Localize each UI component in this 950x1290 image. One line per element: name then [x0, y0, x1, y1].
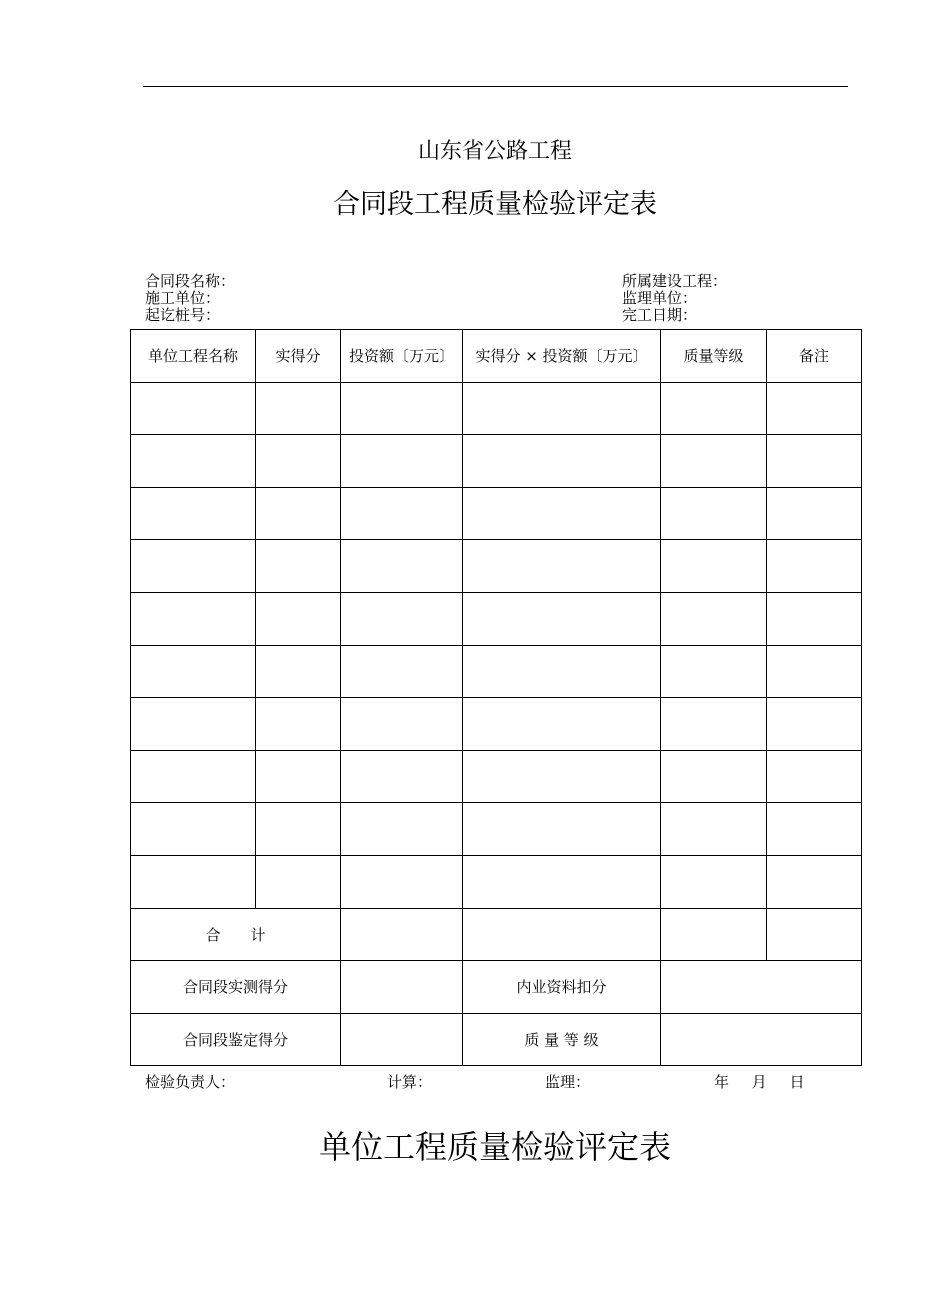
deduction-label: 内业资料扣分 — [463, 961, 661, 1014]
construction-unit-label: 施工单位： — [145, 289, 221, 307]
project-label: 所属建设工程： — [622, 272, 728, 290]
grade-cell[interactable] — [661, 592, 767, 645]
col-header-unit-name: 单位工程名称 — [131, 330, 256, 383]
remarks-cell[interactable] — [767, 803, 862, 856]
grade-cell[interactable] — [661, 540, 767, 593]
unit-name-cell[interactable] — [131, 855, 256, 908]
appraised-score-cell[interactable] — [341, 1013, 463, 1066]
calculator-label: 计算： — [387, 1073, 433, 1091]
date-label: 年 月 日 — [714, 1073, 805, 1091]
col-header-investment — [341, 330, 463, 383]
meta-left — [145, 273, 235, 324]
investment-cell[interactable] — [341, 750, 463, 803]
appraised-score-label: 合同段鉴定得分 — [131, 1013, 341, 1066]
table-row — [131, 803, 862, 856]
investment-cell[interactable] — [341, 540, 463, 593]
top-rule — [143, 86, 848, 87]
unit-name-cell[interactable] — [131, 803, 256, 856]
remarks-cell[interactable] — [767, 382, 862, 435]
unit-name-cell[interactable] — [131, 435, 256, 488]
col-header-remarks: 备注 — [767, 330, 862, 383]
station-range-label: 起讫桩号： — [145, 306, 221, 324]
col-header-investment-text: 投资额〔万元〕 — [349, 346, 455, 365]
score-cell[interactable] — [256, 855, 341, 908]
appraised-score-row — [131, 1013, 862, 1066]
product-cell[interactable] — [463, 698, 661, 751]
grade-cell[interactable] — [661, 803, 767, 856]
total-investment-cell[interactable] — [341, 908, 463, 961]
score-cell[interactable] — [256, 592, 341, 645]
score-cell[interactable] — [256, 435, 341, 488]
form-title: 合同段工程质量检验评定表 — [333, 189, 657, 220]
remarks-cell[interactable] — [767, 540, 862, 593]
contract-section-name-label: 合同段名称： — [145, 272, 236, 290]
inspector-label: 检验负责人： — [145, 1073, 236, 1091]
grade-cell[interactable] — [661, 855, 767, 908]
unit-name-cell[interactable] — [131, 645, 256, 698]
completion-date-label: 完工日期： — [622, 306, 698, 324]
product-cell[interactable] — [463, 645, 661, 698]
meta-right — [622, 273, 727, 324]
investment-cell[interactable] — [341, 803, 463, 856]
grade-cell[interactable] — [661, 382, 767, 435]
grade-cell[interactable] — [661, 487, 767, 540]
grade-cell[interactable] — [661, 698, 767, 751]
investment-cell[interactable] — [341, 487, 463, 540]
score-cell[interactable] — [256, 645, 341, 698]
score-cell[interactable] — [256, 750, 341, 803]
quality-assessment-table — [130, 329, 862, 1066]
measured-score-label: 合同段实测得分 — [131, 961, 341, 1014]
table-row — [131, 698, 862, 751]
remarks-cell[interactable] — [767, 487, 862, 540]
remarks-cell[interactable] — [767, 750, 862, 803]
grade-cell[interactable] — [661, 435, 767, 488]
product-cell[interactable] — [463, 750, 661, 803]
table-row — [131, 435, 862, 488]
investment-cell[interactable] — [341, 855, 463, 908]
remarks-cell[interactable] — [767, 645, 862, 698]
col-header-quality-grade: 质量等级 — [661, 330, 767, 383]
measured-score-cell[interactable] — [341, 961, 463, 1014]
measured-score-row — [131, 961, 862, 1014]
grade-cell[interactable] — [661, 1013, 862, 1066]
investment-cell[interactable] — [341, 592, 463, 645]
table-row — [131, 750, 862, 803]
grade-label: 质 量 等 级 — [463, 1013, 661, 1066]
score-cell[interactable] — [256, 487, 341, 540]
table-header-row — [131, 330, 862, 383]
product-cell[interactable] — [463, 592, 661, 645]
product-cell[interactable] — [463, 435, 661, 488]
product-cell[interactable] — [463, 855, 661, 908]
score-cell[interactable] — [256, 382, 341, 435]
unit-name-cell[interactable] — [131, 487, 256, 540]
investment-cell[interactable] — [341, 435, 463, 488]
table-row — [131, 592, 862, 645]
total-product-cell[interactable] — [463, 908, 661, 961]
total-label: 合 计 — [131, 908, 341, 961]
score-cell[interactable] — [256, 698, 341, 751]
total-remarks-cell[interactable] — [767, 908, 862, 961]
investment-cell[interactable] — [341, 382, 463, 435]
unit-name-cell[interactable] — [131, 750, 256, 803]
table-row — [131, 487, 862, 540]
next-section-title: 单位工程质量检验评定表 — [318, 1128, 671, 1166]
col-header-score: 实得分 — [256, 330, 341, 383]
product-cell[interactable] — [463, 487, 661, 540]
table-row — [131, 540, 862, 593]
unit-name-cell[interactable] — [131, 540, 256, 593]
table-row — [131, 855, 862, 908]
deduction-cell[interactable] — [661, 961, 862, 1014]
product-cell[interactable] — [463, 803, 661, 856]
investment-cell[interactable] — [341, 645, 463, 698]
unit-name-cell[interactable] — [131, 592, 256, 645]
product-cell[interactable] — [463, 540, 661, 593]
form-subtitle: 山东省公路工程 — [417, 139, 572, 164]
product-cell[interactable] — [463, 382, 661, 435]
table-row — [131, 645, 862, 698]
supervisor-label: 监理： — [545, 1073, 591, 1091]
score-cell[interactable] — [256, 803, 341, 856]
unit-name-cell[interactable] — [131, 698, 256, 751]
grade-cell[interactable] — [661, 645, 767, 698]
remarks-cell[interactable] — [767, 435, 862, 488]
table-row — [131, 382, 862, 435]
grade-cell[interactable] — [661, 750, 767, 803]
remarks-cell[interactable] — [767, 855, 862, 908]
score-cell[interactable] — [256, 540, 341, 593]
investment-cell[interactable] — [341, 698, 463, 751]
supervision-unit-label: 监理单位： — [622, 289, 698, 307]
total-row — [131, 908, 862, 961]
remarks-cell[interactable] — [767, 698, 862, 751]
total-grade-cell[interactable] — [661, 908, 767, 961]
remarks-cell[interactable] — [767, 592, 862, 645]
col-header-score-x-investment — [463, 330, 661, 383]
col-header-score-x-investment-text: 实得分 × 投资额〔万元〕 — [475, 346, 648, 365]
unit-name-cell[interactable] — [131, 382, 256, 435]
